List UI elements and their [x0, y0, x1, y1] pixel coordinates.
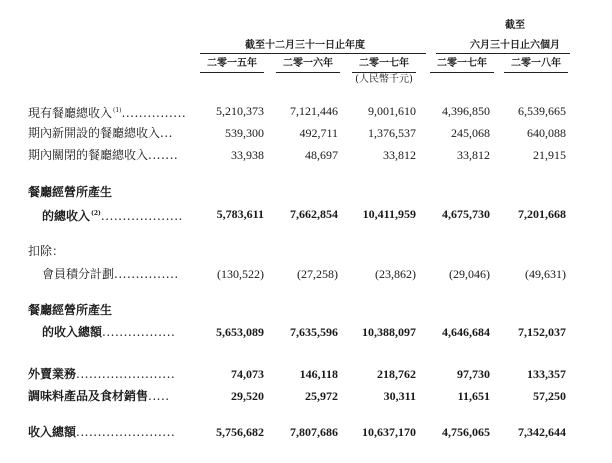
- value-2015: 5,783,611: [216, 207, 264, 221]
- period-group-header-line1: 截至: [505, 20, 525, 31]
- row-label: 收入總額: [28, 425, 77, 439]
- row-label: 的總收入: [42, 209, 91, 223]
- period-group-rule: [436, 53, 570, 54]
- col-rule-2016: [276, 72, 340, 73]
- table-row: [0, 125, 612, 141]
- column-header-2015: 二零一五年: [207, 58, 257, 69]
- value-h1-2017: 4,646,684: [442, 325, 490, 339]
- value-2016: (27,258): [297, 267, 338, 281]
- value-h1-2017: 4,675,730: [442, 207, 490, 221]
- value-2017: 30,311: [383, 389, 416, 403]
- period-group-header-line2: 六月三十日止六個月: [470, 40, 560, 51]
- table-row: [0, 302, 612, 318]
- leader-dots: .......: [148, 148, 179, 162]
- column-header-h1-2017: 二零一七年: [437, 58, 487, 69]
- value-2017: (23,862): [375, 267, 416, 281]
- value-h1-2017: (29,046): [449, 267, 490, 281]
- row-label: 餐廳經營所產生: [28, 303, 113, 317]
- year-group-header: 截至十二月三十一日止年度: [245, 40, 365, 51]
- column-header-2017: 二零一七年: [359, 58, 409, 69]
- value-h1-2018: 7,342,644: [518, 425, 566, 439]
- value-2016: 492,711: [299, 126, 338, 140]
- column-header-h1-2018: 二零一八年: [511, 58, 561, 69]
- row-label: 調味料產品及食材銷售: [28, 389, 149, 403]
- value-h1-2017: 11,651: [457, 389, 490, 403]
- value-h1-2017: 97,730: [457, 367, 490, 381]
- column-header-2016: 二零一六年: [283, 58, 333, 69]
- value-h1-2018: 640,088: [527, 126, 566, 140]
- value-2016: 7,662,854: [290, 207, 338, 221]
- value-2016: 7,635,596: [290, 325, 338, 339]
- value-h1-2017: 33,812: [457, 148, 490, 162]
- row-label: 現有餐廳總收入: [28, 106, 113, 120]
- value-h1-2018: (49,631): [525, 267, 566, 281]
- value-2015: 5,756,682: [216, 425, 264, 439]
- leader-dots: ...................: [100, 209, 183, 223]
- value-2016: 25,972: [305, 389, 338, 403]
- table-row: [0, 424, 612, 440]
- table-row: [0, 388, 612, 404]
- row-label: 期內新開設的餐廳總收入: [28, 126, 161, 140]
- value-2017: 1,376,537: [368, 126, 416, 140]
- leader-dots: ...............: [114, 267, 179, 281]
- leader-dots: ...: [160, 126, 173, 140]
- table-row: [0, 103, 612, 119]
- value-2015: (130,522): [217, 267, 264, 281]
- value-2015: 5,210,373: [216, 104, 264, 118]
- row-label: 餐廳經營所產生: [28, 185, 113, 199]
- value-h1-2018: 57,250: [533, 389, 566, 403]
- footnote-ref: (2): [91, 210, 101, 217]
- value-2017: 33,812: [383, 148, 416, 162]
- value-2015: 33,938: [231, 148, 264, 162]
- value-2016: 7,807,686: [290, 425, 338, 439]
- value-2017: 10,637,170: [362, 425, 416, 439]
- value-2015: 539,300: [225, 126, 264, 140]
- leader-dots: ...............: [121, 106, 187, 120]
- leader-dots: .................: [102, 325, 176, 339]
- value-2015: 29,520: [231, 389, 264, 403]
- year-group-rule: [200, 53, 426, 54]
- value-2015: 5,653,089: [216, 325, 264, 339]
- col-rule-h1-2018: [504, 72, 568, 73]
- value-h1-2018: 6,539,665: [518, 104, 566, 118]
- leader-dots: .......................: [76, 425, 176, 439]
- table-row: [0, 147, 612, 163]
- value-2016: 146,118: [299, 367, 338, 381]
- table-row: [0, 184, 612, 200]
- table-row: [0, 324, 612, 340]
- row-label: 外賣業務: [28, 367, 77, 381]
- value-2017: 10,411,959: [362, 207, 416, 221]
- table-row: [0, 266, 612, 282]
- row-label: 的收入總額: [42, 325, 103, 339]
- row-label: 扣除：: [28, 244, 65, 258]
- value-h1-2017: 4,396,850: [442, 104, 490, 118]
- value-2016: 7,121,446: [290, 104, 338, 118]
- col-rule-h1-2017: [430, 72, 494, 73]
- row-label: 期內關閉的餐廳總收入: [28, 148, 149, 162]
- row-label: 會員積分計劃: [42, 267, 115, 281]
- value-h1-2018: 7,201,668: [518, 207, 566, 221]
- col-rule-2017: [352, 72, 416, 73]
- unit-label: (人民幣千元): [355, 74, 413, 85]
- value-h1-2018: 21,915: [533, 148, 566, 162]
- value-h1-2018: 7,152,037: [518, 325, 566, 339]
- table-row: [0, 243, 612, 259]
- col-rule-2015: [200, 72, 264, 73]
- leader-dots: .....: [148, 389, 170, 403]
- value-2017: 218,762: [377, 367, 416, 381]
- value-2015: 74,073: [231, 367, 264, 381]
- value-2016: 48,697: [305, 148, 338, 162]
- value-2017: 9,001,610: [368, 104, 416, 118]
- leader-dots: .......................: [76, 367, 176, 381]
- value-h1-2017: 4,756,065: [442, 425, 490, 439]
- value-h1-2017: 245,068: [451, 126, 490, 140]
- table-row: [0, 366, 612, 382]
- value-2017: 10,388,097: [362, 325, 416, 339]
- table-row: [0, 206, 612, 222]
- value-h1-2018: 133,357: [527, 367, 566, 381]
- footnote-ref: (1): [113, 107, 122, 114]
